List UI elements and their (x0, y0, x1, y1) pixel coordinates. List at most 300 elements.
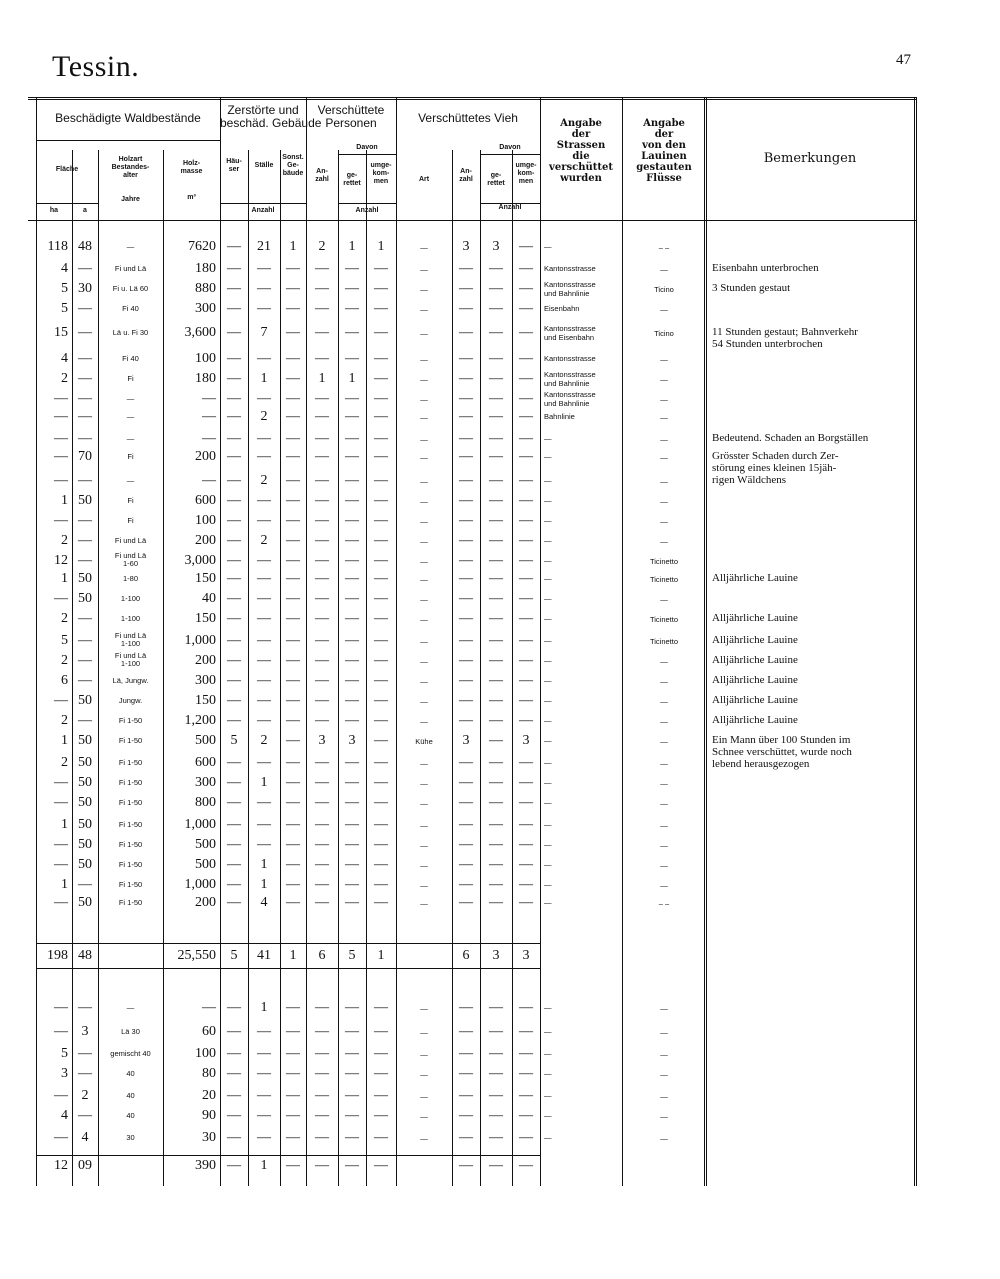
cell-art: — (420, 821, 428, 830)
cell-vu: — (519, 1158, 533, 1173)
cell-pg: — (345, 1108, 359, 1123)
cell-a: 50 (78, 895, 92, 910)
cell-st: 2 (260, 533, 268, 548)
cell-art: — (420, 1070, 428, 1079)
cell-art: — (420, 759, 428, 768)
cell-so: — (286, 261, 300, 276)
cell-vg: — (489, 1024, 503, 1039)
cell-pg: — (345, 1024, 359, 1039)
cell-va: — (459, 1046, 473, 1061)
cell-fl: — (660, 1050, 668, 1059)
cell-pg: — (345, 653, 359, 668)
cell-pu: — (374, 261, 388, 276)
header-gerettet: ge- rettet (343, 172, 361, 187)
cell-pg: — (345, 533, 359, 548)
cell-ha: 6 (61, 673, 68, 688)
cell-rem: Grösster Schaden durch Zer- störung eines kleinen 15jäh- rigen Wäldchens (712, 450, 839, 486)
cell-vg: — (489, 755, 503, 770)
cell-pa: — (315, 1046, 329, 1061)
cell-m3: 300 (195, 775, 216, 790)
cell-vg: — (489, 533, 503, 548)
sum-rule (36, 943, 540, 944)
cell-m3: 3,000 (184, 553, 216, 568)
cell-hs: — (227, 611, 241, 626)
cell-pa: — (315, 1000, 329, 1015)
header-anzahl-vieh-sub: Anzahl (498, 204, 522, 211)
cell-str: — (544, 476, 552, 485)
cell-pa: — (315, 391, 329, 406)
cell-pg: — (345, 449, 359, 464)
cell-va: — (459, 409, 473, 424)
cell-pg: 5 (348, 948, 356, 963)
cell-st: 4 (260, 895, 268, 910)
cell-art: — (420, 375, 428, 384)
cell-pu: — (374, 301, 388, 316)
cell-pa: — (315, 281, 329, 296)
cell-pg: — (345, 493, 359, 508)
cell-fl: — (660, 497, 668, 506)
cell-fl: — (660, 737, 668, 746)
cell-str: — (544, 556, 552, 565)
cell-pa: — (315, 837, 329, 852)
cell-a: — (78, 431, 92, 446)
cell-pu: — (374, 1158, 388, 1173)
cell-so: — (286, 1088, 300, 1103)
cell-vg: — (489, 877, 503, 892)
cell-rem: Alljährliche Lauine (712, 572, 798, 584)
cell-pg: — (345, 571, 359, 586)
cell-fl: — (660, 799, 668, 808)
cell-va: 3 (462, 733, 470, 748)
cell-fl: — (660, 1070, 668, 1079)
cell-so: — (286, 371, 300, 386)
cell-so: — (286, 817, 300, 832)
header-anzahl-personen: An- zahl (315, 168, 329, 183)
cell-st: — (257, 301, 271, 316)
cell-a: — (78, 301, 92, 316)
cell-a: 50 (78, 857, 92, 872)
cell-so: — (286, 611, 300, 626)
cell-a: 3 (81, 1024, 89, 1039)
cell-st: — (257, 431, 271, 446)
cell-pu: — (374, 633, 388, 648)
cell-pa: 2 (318, 239, 326, 254)
cell-va: — (459, 371, 473, 386)
cell-ha: 2 (61, 533, 68, 548)
cell-ha: 2 (61, 713, 68, 728)
cell-m3: — (202, 431, 216, 446)
cell-str: — (544, 676, 552, 685)
cell-vu: 3 (522, 733, 530, 748)
cell-vg: — (489, 409, 503, 424)
cell-a: — (78, 653, 92, 668)
cell-holz: — (126, 434, 135, 443)
cell-holz: 40 (126, 1111, 135, 1120)
cell-a: 50 (78, 837, 92, 852)
cell-so: — (286, 837, 300, 852)
cell-vg: — (489, 371, 503, 386)
cell-so: — (286, 713, 300, 728)
cell-va: — (459, 611, 473, 626)
cell-ha: — (54, 1130, 68, 1145)
cell-vu: — (519, 795, 533, 810)
cell-fl: — (660, 1092, 668, 1101)
cell-so: — (286, 633, 300, 648)
cell-pg: 3 (348, 733, 356, 748)
cell-vg: — (489, 1066, 503, 1081)
cell-ha: 5 (61, 633, 68, 648)
cell-fl: — (660, 759, 668, 768)
cell-vu: — (519, 591, 533, 606)
cell-hs: — (227, 473, 241, 488)
cell-vg: 3 (492, 239, 500, 254)
cell-va: — (459, 553, 473, 568)
cell-m3: 200 (195, 653, 216, 668)
cell-a: — (78, 1046, 92, 1061)
cell-pa: 6 (318, 948, 326, 963)
cell-st: 41 (257, 948, 271, 963)
cell-a: — (78, 553, 92, 568)
cell-hs: — (227, 591, 241, 606)
cell-str: — (544, 536, 552, 545)
cell-art: — (420, 677, 428, 686)
cell-str: Kantonsstrasse und Bahnlinie (544, 370, 596, 388)
cell-pa: — (315, 261, 329, 276)
cell-so: — (286, 857, 300, 872)
cell-vu: — (519, 673, 533, 688)
cell-holz: Fi (127, 516, 134, 525)
cell-st: 2 (260, 733, 268, 748)
cell-st: — (257, 449, 271, 464)
cell-rem: Alljährliche Lauine (712, 714, 798, 726)
cell-str: Kantonsstrasse (544, 354, 596, 363)
cell-art: — (420, 595, 428, 604)
cell-hs: — (227, 371, 241, 386)
cell-vu: — (519, 1024, 533, 1039)
cell-va: — (459, 1000, 473, 1015)
cell-pa: — (315, 325, 329, 340)
cell-pg: — (345, 877, 359, 892)
cell-hs: — (227, 837, 241, 852)
header-fluesse: Angabe der von den Lauinen gestauten Flüsse (636, 118, 692, 184)
cell-st: — (257, 391, 271, 406)
cell-art: — (420, 861, 428, 870)
cell-pg: — (345, 261, 359, 276)
cell-pu: — (374, 1088, 388, 1103)
cell-ha: — (54, 795, 68, 810)
cell-str: — (544, 880, 552, 889)
cell-vu: 3 (522, 948, 530, 963)
cell-ha: 198 (47, 948, 68, 963)
cell-art: — (420, 881, 428, 890)
cell-m3: 1,000 (184, 877, 216, 892)
cell-fl: — (660, 697, 668, 706)
cell-so: — (286, 673, 300, 688)
cell-st: — (257, 713, 271, 728)
cell-m3: 180 (195, 261, 216, 276)
cell-st: — (257, 611, 271, 626)
cell-art: — (420, 1050, 428, 1059)
cell-so: — (286, 591, 300, 606)
cell-pg: — (345, 817, 359, 832)
cell-vu: — (519, 431, 533, 446)
cell-a: — (78, 877, 92, 892)
cell-va: — (459, 1024, 473, 1039)
cell-pg: — (345, 895, 359, 910)
cell-rem: Ein Mann über 100 Stunden im Schnee verschüttet, wurde noch lebend herausgezogen (712, 734, 852, 770)
cell-pa: — (315, 775, 329, 790)
cell-m3: 180 (195, 371, 216, 386)
cell-str: — (544, 820, 552, 829)
cell-hs: — (227, 877, 241, 892)
cell-hs: — (227, 493, 241, 508)
cell-pg: — (345, 553, 359, 568)
cell-hs: — (227, 857, 241, 872)
header-bemerkungen: Bemerkungen (763, 151, 857, 166)
cell-so: — (286, 571, 300, 586)
cell-vg: — (489, 653, 503, 668)
cell-rem: Bedeutend. Schaden an Borgställen (712, 432, 869, 444)
cell-va: — (459, 673, 473, 688)
cell-a: — (78, 391, 92, 406)
cell-so: — (286, 1108, 300, 1123)
cell-holz: — (126, 412, 135, 421)
cell-str: — (544, 716, 552, 725)
cell-m3: 1,200 (184, 713, 216, 728)
cell-st: — (257, 817, 271, 832)
cell-hs: — (227, 1108, 241, 1123)
cell-va: — (459, 473, 473, 488)
cell-fl: — (660, 677, 668, 686)
cell-vu: — (519, 817, 533, 832)
cell-ha: 4 (61, 1108, 68, 1123)
cell-pa: — (315, 553, 329, 568)
cell-a: 48 (78, 239, 92, 254)
cell-a: 50 (78, 733, 92, 748)
cell-holz: Lä 30 (121, 1027, 140, 1036)
cell-pg: — (345, 857, 359, 872)
cell-a: 2 (81, 1088, 89, 1103)
table-top-rule (28, 99, 916, 100)
cell-holz: Fi 1-50 (118, 736, 143, 745)
cell-art: — (420, 413, 428, 422)
cell-art: Kühe (415, 737, 433, 746)
cell-pg: 1 (348, 371, 356, 386)
cell-a: 4 (81, 1130, 89, 1145)
cell-so: — (286, 1024, 300, 1039)
cell-ha: 1 (61, 493, 68, 508)
cell-va: — (459, 325, 473, 340)
cell-hs: — (227, 325, 241, 340)
cell-pa: — (315, 633, 329, 648)
cell-va: — (459, 895, 473, 910)
cell-m3: 600 (195, 493, 216, 508)
cell-holz: Fi und Lä 1-60 (114, 551, 147, 568)
cell-hs: — (227, 513, 241, 528)
cell-art: — (420, 841, 428, 850)
cell-art: — (420, 1134, 428, 1143)
cell-vg: — (489, 611, 503, 626)
cell-a: — (78, 1000, 92, 1015)
cell-so: — (286, 391, 300, 406)
cell-fl: — (660, 881, 668, 890)
cell-pu: — (374, 449, 388, 464)
cell-a: — (78, 533, 92, 548)
cell-va: — (459, 449, 473, 464)
header-unit-m3: m³ (187, 194, 196, 201)
cell-str: — (544, 636, 552, 645)
cell-pu: — (374, 591, 388, 606)
cell-m3: 150 (195, 611, 216, 626)
cell-pu: — (374, 857, 388, 872)
cell-so: — (286, 493, 300, 508)
cell-hs: — (227, 693, 241, 708)
cell-pg: — (345, 351, 359, 366)
header-flaeche: Fläche (55, 166, 79, 173)
cell-st: — (257, 1130, 271, 1145)
cell-str: — (544, 860, 552, 869)
cell-str: — (544, 594, 552, 603)
cell-ha: 2 (61, 611, 68, 626)
cell-str: — (544, 434, 552, 443)
cell-so: — (286, 1046, 300, 1061)
cell-pg: — (345, 673, 359, 688)
cell-vg: — (489, 673, 503, 688)
cell-m3: 390 (195, 1158, 216, 1173)
cell-pg: — (345, 391, 359, 406)
cell-vu: — (519, 281, 533, 296)
cell-art: — (420, 657, 428, 666)
header-holzmasse: Holz- masse (180, 160, 203, 175)
cell-holz: Fi und Lä 1-100 (114, 631, 147, 648)
cell-m3: 1,000 (184, 633, 216, 648)
cell-str: — (544, 758, 552, 767)
cell-hs: — (227, 1024, 241, 1039)
cell-vu: — (519, 371, 533, 386)
cell-holz: Fi und Lä (114, 264, 147, 273)
cell-vg: — (489, 857, 503, 872)
cell-hs: — (227, 1130, 241, 1145)
cell-hs: — (227, 673, 241, 688)
cell-fl: — (660, 305, 668, 314)
cell-a: — (78, 611, 92, 626)
cell-str: — (544, 614, 552, 623)
cell-st: 21 (257, 239, 271, 254)
cell-holz: Fi 40 (122, 304, 139, 313)
cell-pa: — (315, 431, 329, 446)
cell-va: — (459, 817, 473, 832)
cell-ha: 2 (61, 755, 68, 770)
cell-art: — (420, 243, 428, 252)
cell-art: — (420, 575, 428, 584)
cell-holz: Fi 1-50 (118, 820, 143, 829)
cell-vu: — (519, 653, 533, 668)
cell-m3: 40 (202, 591, 216, 606)
cell-rem: Alljährliche Lauine (712, 654, 798, 666)
cell-hs: — (227, 795, 241, 810)
cell-pu: — (374, 571, 388, 586)
cell-va: — (459, 857, 473, 872)
cell-vg: — (489, 301, 503, 316)
cell-va: — (459, 775, 473, 790)
cell-so: 1 (289, 948, 297, 963)
header-rule (338, 203, 396, 204)
cell-pa: 3 (318, 733, 326, 748)
cell-holz: Fi 1-50 (118, 716, 143, 725)
header-art: Art (418, 176, 430, 183)
cell-pa: — (315, 513, 329, 528)
cell-pa: — (315, 473, 329, 488)
cell-holz: Fi (127, 452, 134, 461)
cell-so: — (286, 281, 300, 296)
cell-a: — (78, 1066, 92, 1081)
cell-vu: — (519, 713, 533, 728)
cell-va: — (459, 281, 473, 296)
cell-m3: 150 (195, 693, 216, 708)
cell-vu: — (519, 493, 533, 508)
cell-so: — (286, 775, 300, 790)
cell-pg: — (345, 713, 359, 728)
cell-pa: — (315, 817, 329, 832)
cell-vu: — (519, 473, 533, 488)
cell-str: — (544, 1111, 552, 1120)
cell-art: — (420, 899, 428, 908)
cell-pu: — (374, 351, 388, 366)
cell-pa: — (315, 351, 329, 366)
cell-rem: Alljährliche Lauine (712, 612, 798, 624)
header-staelle: Ställe (254, 162, 274, 169)
header-haeuser: Häu- ser (226, 158, 242, 173)
cell-m3: 7620 (188, 239, 216, 254)
sum-rule (36, 968, 540, 969)
cell-m3: — (202, 473, 216, 488)
cell-vu: — (519, 325, 533, 340)
cell-str: — (544, 1049, 552, 1058)
cell-vu: — (519, 1000, 533, 1015)
cell-pu: — (374, 895, 388, 910)
cell-vu: — (519, 553, 533, 568)
cell-so: — (286, 1066, 300, 1081)
cell-st: 2 (260, 409, 268, 424)
cell-pg: — (345, 837, 359, 852)
cell-ha: 2 (61, 371, 68, 386)
cell-m3: 100 (195, 1046, 216, 1061)
cell-st: — (257, 281, 271, 296)
cell-st: 1 (260, 1000, 268, 1015)
cell-str: Kantonsstrasse und Bahnlinie (544, 280, 596, 298)
cell-vg: — (489, 553, 503, 568)
cell-str: — (544, 656, 552, 665)
cell-hs: — (227, 1158, 241, 1173)
cell-rem: Alljährliche Lauine (712, 674, 798, 686)
cell-pg: — (345, 325, 359, 340)
cell-ha: 5 (61, 301, 68, 316)
cell-so: — (286, 473, 300, 488)
cell-pu: — (374, 391, 388, 406)
cell-st: — (257, 1046, 271, 1061)
cell-va: — (459, 493, 473, 508)
cell-hs: — (227, 1000, 241, 1015)
cell-ha: — (54, 857, 68, 872)
cell-art: — (420, 497, 428, 506)
column-rule (540, 97, 541, 1186)
cell-va: — (459, 533, 473, 548)
cell-pa: — (315, 301, 329, 316)
cell-pg: — (345, 1130, 359, 1145)
page-title: Tessin. (52, 50, 140, 83)
header-anzahl-gebaeude: Anzahl (251, 207, 275, 214)
cell-pu: 1 (377, 239, 385, 254)
